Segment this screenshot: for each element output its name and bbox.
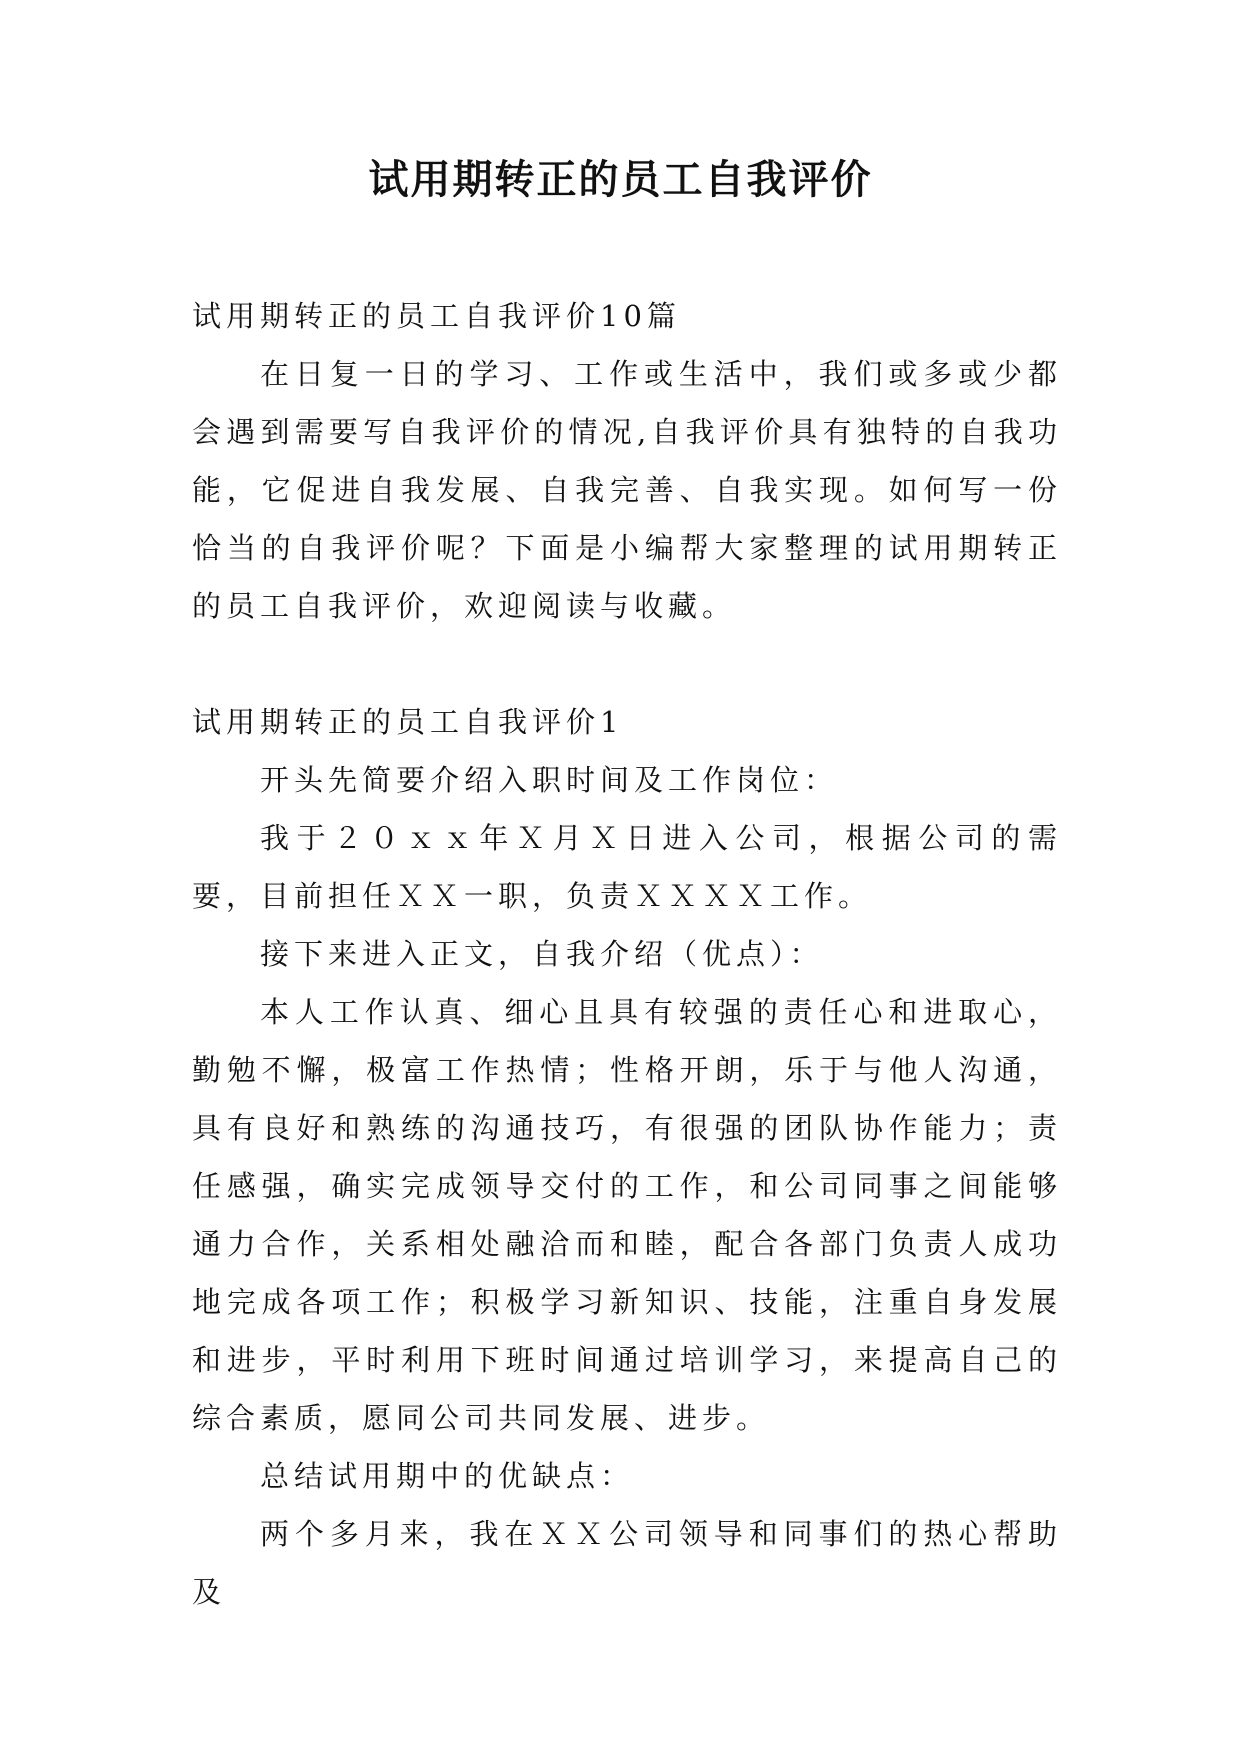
body-paragraph: 我于２０ｘｘ年Ｘ月Ｘ日进入公司，根据公司的需要，目前担任ＸＸ一职，负责ＸＸＸＸ工作。: [192, 821, 1062, 913]
body-paragraph: 接下来进入正文，自我介绍（优点）：: [260, 937, 824, 971]
article-subtitle: 试用期转正的员工自我评价10篇: [192, 299, 681, 333]
paragraph-spacer: [192, 635, 1062, 693]
section-heading: 试用期转正的员工自我评价1: [192, 705, 624, 739]
intro-paragraph: 在日复一日的学习、工作或生活中，我们或多或少都会遇到需要写自我评价的情况,自我评价具有独特的自我功能，它促进自我发展、自我完善、自我实现。如何写一份恰当的自我评价呢？下面是小编帮大家整理的试用期转正的员工自我评价，欢迎阅读与收藏。: [192, 357, 1062, 623]
body-paragraph: 本人工作认真、细心且具有较强的责任心和进取心，勤勉不懈，极富工作热情；性格开朗，乐于与他人沟通，具有良好和熟练的沟通技巧，有很强的团队协作能力；责任感强，确实完成领导交付的工作，和公司同事之间能够通力合作，关系相处融洽而和睦，配合各部门负责人成功地完成各项工作；积极学习新知识、技能，注重自身发展和进步，平时利用下班时间通过培训学习，来提高自己的综合素质，愿同公司共同发展、进步。: [192, 995, 1062, 1435]
body-paragraph: 总结试用期中的优缺点：: [260, 1459, 635, 1493]
body-paragraph: 开头先简要介绍入职时间及工作岗位：: [260, 763, 839, 797]
document-title: 试用期转正的员工自我评价: [368, 157, 873, 203]
body-paragraph: 两个多月来，我在ＸＸ公司领导和同事们的热心帮助及: [192, 1517, 1062, 1609]
document-body: [192, 287, 1062, 1621]
